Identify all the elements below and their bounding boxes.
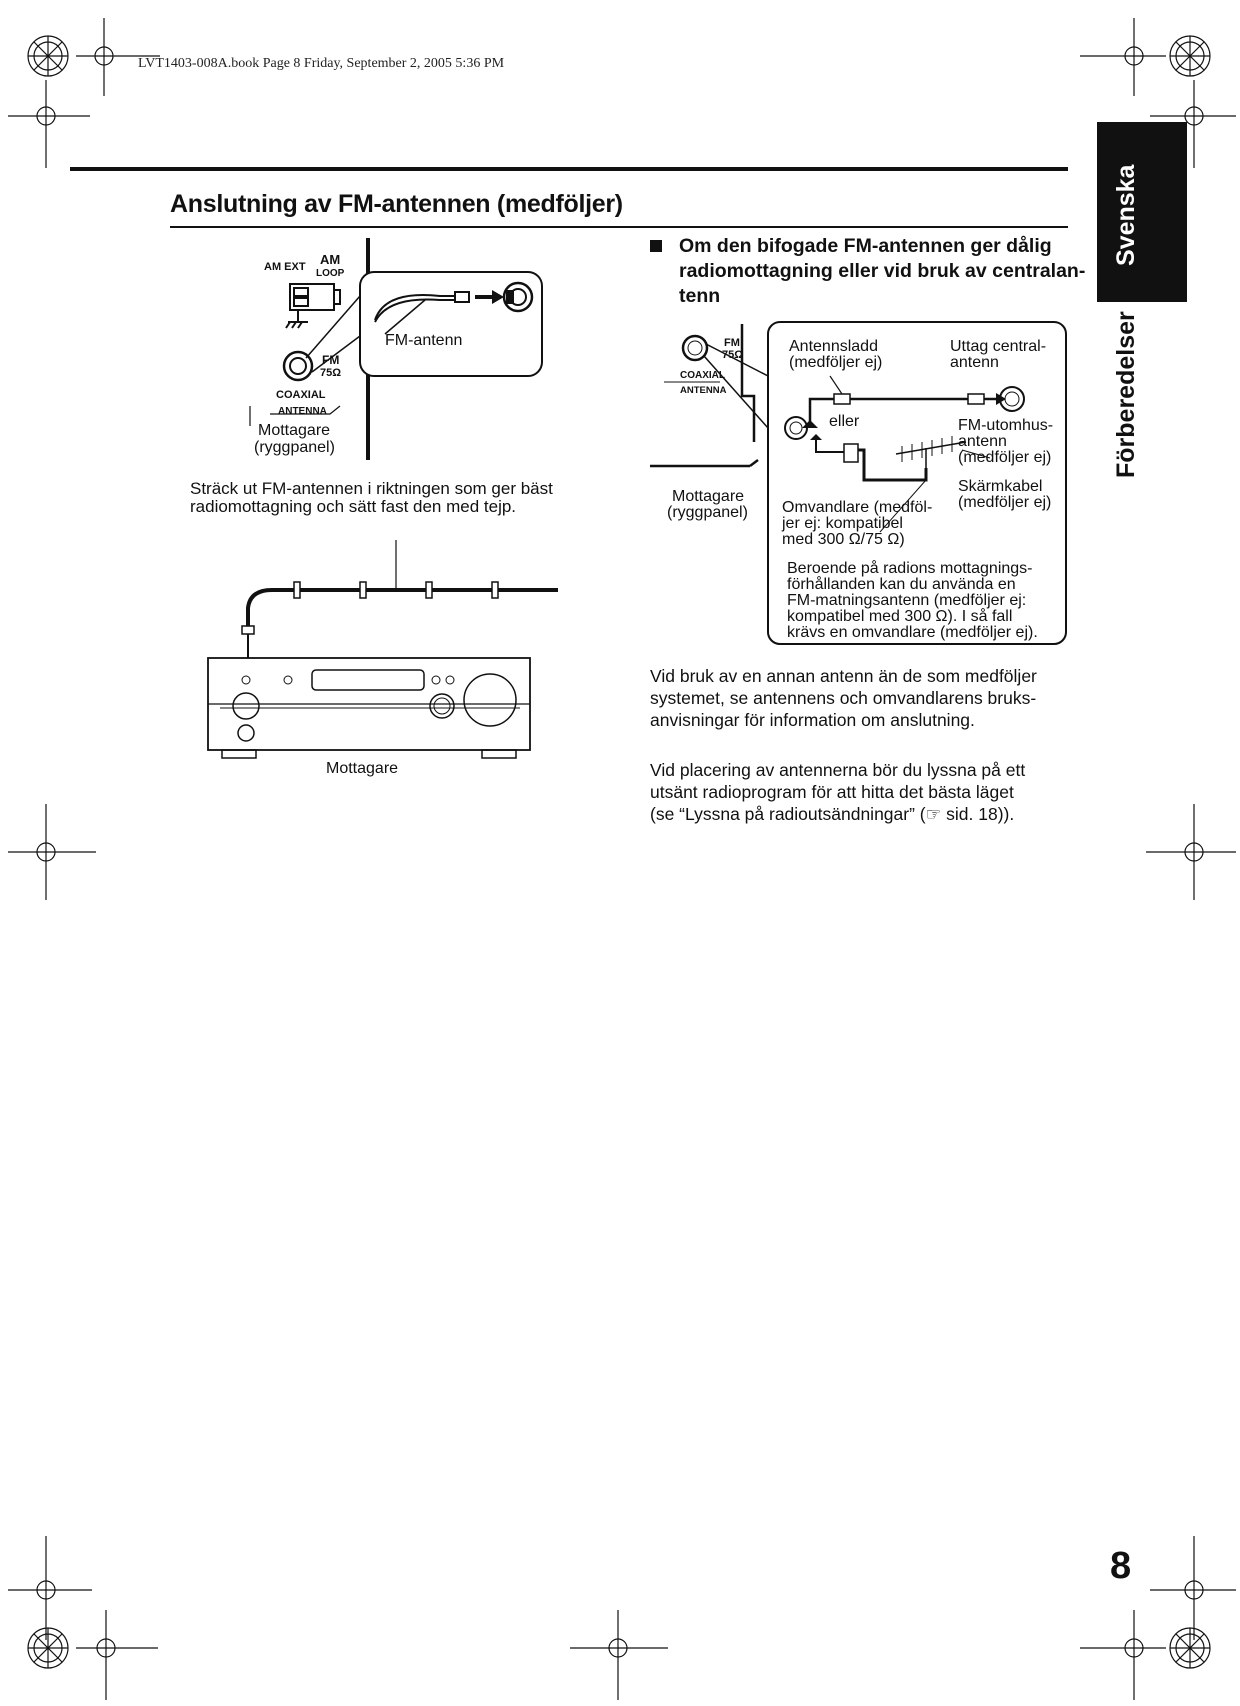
top-rule xyxy=(70,167,1068,171)
omvandlare-label-1: Omvandlare (medföl- xyxy=(782,499,933,516)
sunburst-mark-top-right xyxy=(1170,36,1210,76)
crosshair-top-right-1 xyxy=(1080,18,1166,96)
panel-antenna-label: ANTENNA xyxy=(278,406,327,417)
skarmkabel-label-2: (medföljer ej) xyxy=(958,494,1052,511)
omvandlare-label-2: jer ej: kompatibel xyxy=(782,515,903,532)
para2-line-3: (se “Lyssna på radioutsändningar” (☞ sid. 18)). xyxy=(650,804,1015,824)
section-title: Anslutning av FM-antennen (medföljer) xyxy=(170,190,623,218)
subheading-line-2: radiomottagning eller vid bruk av centralan- xyxy=(679,260,1086,282)
subheading-line-3: tenn xyxy=(679,285,721,307)
panel-loop-label: LOOP xyxy=(316,268,345,279)
subheading-bullet xyxy=(650,240,662,252)
instruction-line-2: radiomottagning och sätt fast den med tejp. xyxy=(190,497,517,516)
uttag-label-2: antenn xyxy=(950,354,999,371)
page-number: 8 xyxy=(1110,1545,1132,1587)
r-panel-coaxial-label: COAXIAL xyxy=(680,370,725,381)
panel-ohm-label: 75Ω xyxy=(320,367,342,379)
receiver-label: Mottagare xyxy=(326,760,399,777)
antennsladd-label-2: (medföljer ej) xyxy=(789,354,883,371)
section-tab-label: Förberedelser xyxy=(1112,311,1140,478)
sunburst-mark-bottom-right xyxy=(1170,1628,1210,1668)
crosshair-mid-left xyxy=(8,804,96,900)
panel-am-ext-label: AM EXT xyxy=(264,261,306,273)
panel-am-label: AM xyxy=(320,252,341,267)
crosshair-bottom-left-1 xyxy=(8,1536,92,1640)
crosshair-bottom-right-2 xyxy=(1080,1610,1166,1700)
para1-line-1: Vid bruk av en annan antenn än de som medföljer xyxy=(650,666,1037,686)
language-tab xyxy=(1097,122,1187,302)
note-line-2: förhållanden kan du använda en xyxy=(787,576,1016,593)
crosshair-top-left-2 xyxy=(8,80,90,168)
antennsladd-label-1: Antennsladd xyxy=(789,338,878,355)
r-panel-antenna-label: ANTENNA xyxy=(680,385,727,396)
receiver-back-label-1: Mottagare xyxy=(258,422,331,439)
language-tab-label: Svenska xyxy=(1112,164,1140,266)
para1-line-2: systemet, se antennens och omvandlarens bruks- xyxy=(650,688,1037,708)
mottagare-right-label-1: Mottagare xyxy=(672,488,745,505)
uttag-label-1: Uttag central- xyxy=(950,338,1047,355)
utomhus-label-1: FM-utomhus- xyxy=(958,417,1054,434)
utomhus-label-2: antenn xyxy=(958,433,1007,450)
crosshair-bottom-right-1 xyxy=(1150,1536,1236,1640)
note-line-3: FM-matningsantenn (medföljer ej: xyxy=(787,592,1027,609)
crosshair-mid-right xyxy=(1146,804,1236,900)
panel-coaxial-label: COAXIAL xyxy=(276,389,326,401)
sunburst-mark-bottom-left xyxy=(28,1628,68,1668)
note-line-4: kompatibel med 300 Ω). I så fall xyxy=(787,608,1013,625)
sunburst-mark-top-left xyxy=(28,36,68,76)
utomhus-label-3: (medföljer ej) xyxy=(958,449,1052,466)
para2-line-1: Vid placering av antennerna bör du lyssna på ett xyxy=(650,760,1026,780)
receiver-antenna-diagram xyxy=(200,530,570,770)
r-panel-ohm-label: 75Ω xyxy=(722,349,744,361)
eller-label: eller xyxy=(829,413,860,430)
subheading-line-1: Om den bifogade FM-antennen ger dålig xyxy=(679,235,1052,257)
crosshair-bottom-center xyxy=(570,1610,668,1700)
mottagare-right-label-2: (ryggpanel) xyxy=(667,504,748,521)
para1-line-3: anvisningar för information om anslutning. xyxy=(650,710,975,730)
instruction-line-1: Sträck ut FM-antennen i riktningen som ger bäst xyxy=(190,479,553,498)
crosshair-bottom-left-2 xyxy=(76,1610,158,1700)
r-panel-fm-label: FM xyxy=(724,337,740,349)
note-line-5: krävs en omvandlare (medföljer ej). xyxy=(787,624,1038,641)
title-underline xyxy=(170,226,1068,228)
fm-antenna-label: FM-antenn xyxy=(385,332,463,349)
skarmkabel-label-1: Skärmkabel xyxy=(958,478,1043,495)
receiver-back-label-2: (ryggpanel) xyxy=(254,439,335,456)
para2-line-2: utsänt radioprogram för att hitta det bästa läget xyxy=(650,782,1014,802)
panel-fm-label: FM xyxy=(322,353,340,367)
note-line-1: Beroende på radions mottagnings- xyxy=(787,560,1033,577)
fm-antenna-callout-box xyxy=(360,272,542,376)
omvandlare-label-3: med 300 Ω/75 Ω) xyxy=(782,531,905,548)
book-header-line: LVT1403-008A.book Page 8 Friday, September 2, 2005 5:36 PM xyxy=(138,56,505,71)
